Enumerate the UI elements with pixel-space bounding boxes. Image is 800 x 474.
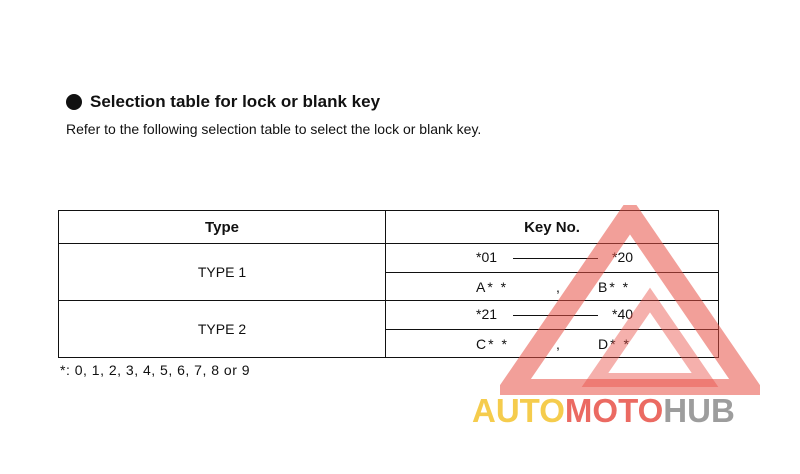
header-type: Type: [59, 211, 386, 244]
key-alt-separator: ,: [556, 335, 560, 352]
watermark-hub: HUB: [663, 392, 735, 429]
key-alt-a: C* *: [476, 335, 509, 352]
watermark-triangle-icon: [500, 205, 760, 395]
key-range-to: *20: [612, 249, 634, 266]
header-key-no: Key No.: [386, 211, 719, 244]
watermark-logo: [472, 392, 735, 430]
type-cell: TYPE 2: [59, 301, 386, 358]
key-alt-b: D* *: [598, 335, 631, 352]
key-alt-b: B* *: [598, 278, 631, 295]
watermark-moto: MOTO: [564, 392, 664, 429]
watermark-auto: AUTO: [472, 392, 565, 429]
key-range-from: *01: [476, 249, 498, 266]
intro-text: Refer to the following selection table to select the lock or blank key.: [66, 121, 482, 137]
key-alt-separator: ,: [556, 278, 560, 295]
footnote: *: 0, 1, 2, 3, 4, 5, 6, 7, 8 or 9: [60, 362, 251, 378]
key-range-from: *21: [476, 306, 498, 323]
key-alt-a: A* *: [476, 278, 509, 295]
bullet-icon: [66, 94, 82, 110]
key-range-to: *40: [612, 306, 634, 323]
heading-text: Selection table for lock or blank key: [90, 92, 381, 111]
section-heading: [66, 92, 380, 112]
type-cell: TYPE 1: [59, 244, 386, 301]
